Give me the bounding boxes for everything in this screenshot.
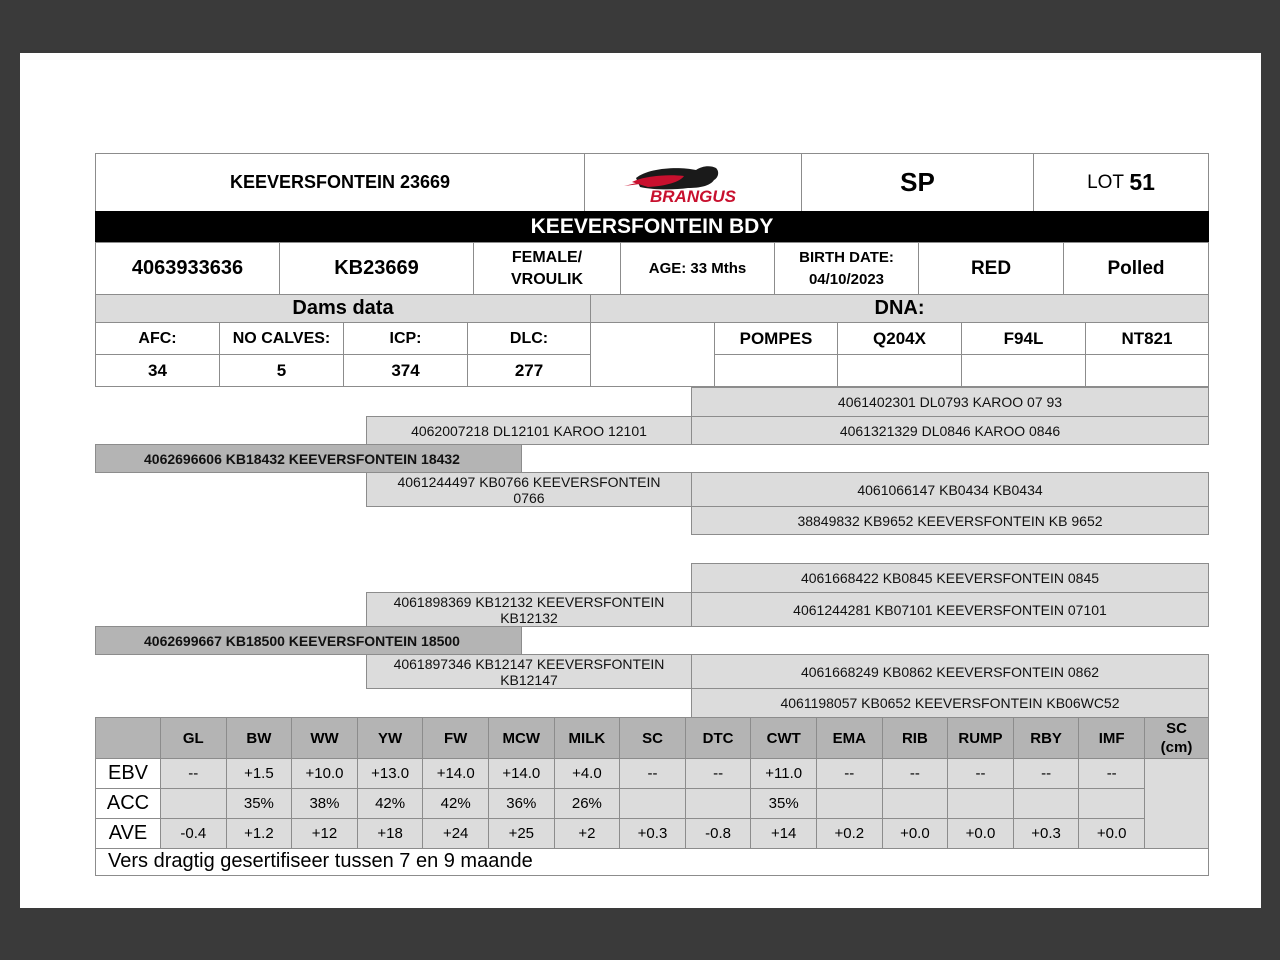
breeder-banner: KEEVERSFONTEIN BDY: [95, 211, 1209, 242]
dna-value-nt821: [1085, 354, 1209, 387]
pedigree-dam-sire-sire: 4061668422 KB0845 KEEVERSFONTEIN 0845: [691, 563, 1209, 593]
pedigree-sire-dam-sire: 4061066147 KB0434 KB0434: [691, 472, 1209, 507]
ebv-ave-mcw: +25: [488, 818, 555, 849]
ebv-acc-rby: [1013, 788, 1080, 819]
ebv-ebv-milk: +4.0: [554, 758, 621, 789]
dna-header-q204x: Q204X: [837, 322, 962, 355]
ebv-ave-cwt: +14: [750, 818, 817, 849]
dna-value-pompes: [714, 354, 838, 387]
dna-value-f94l: [961, 354, 1086, 387]
pedigree-dam-dam-line-2: KB12147: [500, 671, 558, 688]
brangus-logo: [584, 153, 802, 212]
ebv-header-dtc: DTC: [685, 717, 752, 759]
ebv-header-rib: RIB: [882, 717, 949, 759]
pedigree-sire-dam-line-1: 4061244497 KB0766 KEEVERSFONTEIN: [397, 473, 661, 490]
ebv-header-gl: GL: [160, 717, 227, 759]
pregnancy-note: Vers dragtig gesertifiseer tussen 7 en 9 maande: [95, 846, 1209, 876]
pedigree-dam-sire-dam: 4061244281 KB07101 KEEVERSFONTEIN 07101: [691, 592, 1209, 627]
ebv-acc-imf: [1078, 788, 1145, 819]
ebv-ebv-gl: --: [160, 758, 227, 789]
dna-title: DNA:: [590, 294, 1209, 323]
ebv-acc-ema: [816, 788, 883, 819]
ebv-ave-fw: +24: [422, 818, 489, 849]
animal-name: KEEVERSFONTEIN 23669: [95, 153, 585, 212]
ebv-sc-cm-values: [1144, 758, 1209, 849]
ebv-ebv-imf: --: [1078, 758, 1145, 789]
ebv-header-rump: RUMP: [947, 717, 1014, 759]
ebv-ebv-dtc: --: [685, 758, 752, 789]
ebv-ebv-ww: +10.0: [291, 758, 358, 789]
ebv-ebv-fw: +14.0: [422, 758, 489, 789]
pedigree-sire-dam: [366, 472, 692, 507]
ebv-ave-rib: +0.0: [882, 818, 949, 849]
ebv-header-rby: RBY: [1013, 717, 1080, 759]
dams-header-no-calves: NO CALVES:: [219, 322, 344, 355]
dams-value-icp: 374: [343, 354, 468, 387]
ebv-header-cwt: CWT: [750, 717, 817, 759]
ebv-acc-bw: 35%: [226, 788, 293, 819]
ebv-acc-gl: [160, 788, 227, 819]
ebv-header-imf: IMF: [1078, 717, 1145, 759]
ebv-acc-yw: 42%: [357, 788, 424, 819]
pedigree-sire-sire-sire: 4061402301 DL0793 KAROO 07 93: [691, 387, 1209, 417]
registration-number: 4063933636: [95, 242, 280, 295]
age: AGE: 33 Mths: [620, 242, 775, 295]
colour: RED: [918, 242, 1064, 295]
ebv-ave-dtc: -0.8: [685, 818, 752, 849]
bull-logo-icon: [618, 160, 768, 206]
pedigree-sire-sire: 4062007218 DL12101 KAROO 12101: [366, 416, 692, 445]
sex-line-1: FEMALE/: [511, 248, 583, 266]
ebv-ebv-cwt: +11.0: [750, 758, 817, 789]
ebv-ave-gl: -0.4: [160, 818, 227, 849]
ebv-header-sc: SC: [619, 717, 686, 759]
ebv-row-label-ave: AVE: [95, 818, 161, 849]
dams-header-afc: AFC:: [95, 322, 220, 355]
sex: [473, 242, 621, 295]
ebv-header-sc-cm-line-1: SC: [1166, 720, 1187, 737]
ebv-ave-imf: +0.0: [1078, 818, 1145, 849]
class-code: SP: [801, 153, 1034, 212]
pedigree-dam-sire-line-2: KB12132: [500, 609, 558, 626]
ebv-header-ema: EMA: [816, 717, 883, 759]
ebv-header-sc-cm-line-2: (cm): [1160, 739, 1193, 756]
pedigree-dam-dam: [366, 654, 692, 689]
dna-header-pompes: POMPES: [714, 322, 838, 355]
pedigree-dam-dam-dam: 4061198057 KB0652 KEEVERSFONTEIN KB06WC52: [691, 688, 1209, 718]
sex-line-2: VROULIK: [511, 270, 583, 288]
dna-header-f94l: F94L: [961, 322, 1086, 355]
dna-header-nt821: NT821: [1085, 322, 1209, 355]
pedigree-dam-dam-sire: 4061668249 KB0862 KEEVERSFONTEIN 0862: [691, 654, 1209, 689]
ebv-header-yw: YW: [357, 717, 424, 759]
ebv-ebv-bw: +1.5: [226, 758, 293, 789]
ebv-header-fw: FW: [422, 717, 489, 759]
birth-date-label: BIRTH DATE:: [799, 248, 894, 266]
ebv-ave-ema: +0.2: [816, 818, 883, 849]
ebv-ebv-rump: --: [947, 758, 1014, 789]
ebv-acc-ww: 38%: [291, 788, 358, 819]
pedigree-sire-sire-dam: 4061321329 DL0846 KAROO 0846: [691, 416, 1209, 445]
ebv-ave-rump: +0.0: [947, 818, 1014, 849]
ebv-acc-fw: 42%: [422, 788, 489, 819]
pedigree-sire: 4062696606 KB18432 KEEVERSFONTEIN 18432: [95, 444, 522, 473]
ebv-acc-rib: [882, 788, 949, 819]
ebv-ave-bw: +1.2: [226, 818, 293, 849]
dams-header-icp: ICP:: [343, 322, 468, 355]
logo-text: BRANGUS: [650, 186, 736, 206]
dna-blank: [590, 322, 715, 387]
ebv-ave-yw: +18: [357, 818, 424, 849]
pedigree-sire-dam-line-2: 0766: [513, 489, 545, 506]
birth-date-value: 04/10/2023: [808, 270, 885, 288]
pedigree-sire-dam-dam: 38849832 KB9652 KEEVERSFONTEIN KB 9652: [691, 506, 1209, 535]
pedigree-dam-dam-line-1: 4061897346 KB12147 KEEVERSFONTEIN: [393, 655, 665, 672]
ebv-ebv-yw: +13.0: [357, 758, 424, 789]
lot-label: [1033, 153, 1209, 212]
dams-value-no-calves: 5: [219, 354, 344, 387]
birth-date: [774, 242, 919, 295]
ebv-ebv-ema: --: [816, 758, 883, 789]
pedigree-dam: 4062699667 KB18500 KEEVERSFONTEIN 18500: [95, 626, 522, 655]
ebv-header-corner: [95, 717, 161, 759]
animal-id: KB23669: [279, 242, 474, 295]
ebv-ave-sc: +0.3: [619, 818, 686, 849]
ebv-acc-rump: [947, 788, 1014, 819]
dams-data-title: Dams data: [95, 294, 591, 323]
ebv-acc-cwt: 35%: [750, 788, 817, 819]
pedigree-dam-sire: [366, 592, 692, 627]
ebv-header-sc-cm: [1144, 717, 1209, 759]
dams-value-dlc: 277: [467, 354, 591, 387]
ebv-acc-milk: 26%: [554, 788, 621, 819]
ebv-ebv-rby: --: [1013, 758, 1080, 789]
dna-value-q204x: [837, 354, 962, 387]
ebv-ebv-mcw: +14.0: [488, 758, 555, 789]
ebv-header-ww: WW: [291, 717, 358, 759]
dams-value-afc: 34: [95, 354, 220, 387]
lot-prefix: LOT: [1087, 171, 1125, 193]
ebv-header-milk: MILK: [554, 717, 621, 759]
ebv-header-mcw: MCW: [488, 717, 555, 759]
ebv-row-label-acc: ACC: [95, 788, 161, 819]
lot-number: 51: [1129, 169, 1155, 195]
lot-sheet: [20, 53, 1261, 908]
ebv-ebv-rib: --: [882, 758, 949, 789]
horn-status: Polled: [1063, 242, 1209, 295]
ebv-acc-sc: [619, 788, 686, 819]
ebv-ave-rby: +0.3: [1013, 818, 1080, 849]
ebv-ebv-sc: --: [619, 758, 686, 789]
pedigree-dam-sire-line-1: 4061898369 KB12132 KEEVERSFONTEIN: [393, 593, 665, 610]
ebv-acc-mcw: 36%: [488, 788, 555, 819]
ebv-header-bw: BW: [226, 717, 293, 759]
ebv-row-label-ebv: EBV: [95, 758, 161, 789]
dams-header-dlc: DLC:: [467, 322, 591, 355]
ebv-acc-dtc: [685, 788, 752, 819]
ebv-ave-milk: +2: [554, 818, 621, 849]
ebv-ave-ww: +12: [291, 818, 358, 849]
